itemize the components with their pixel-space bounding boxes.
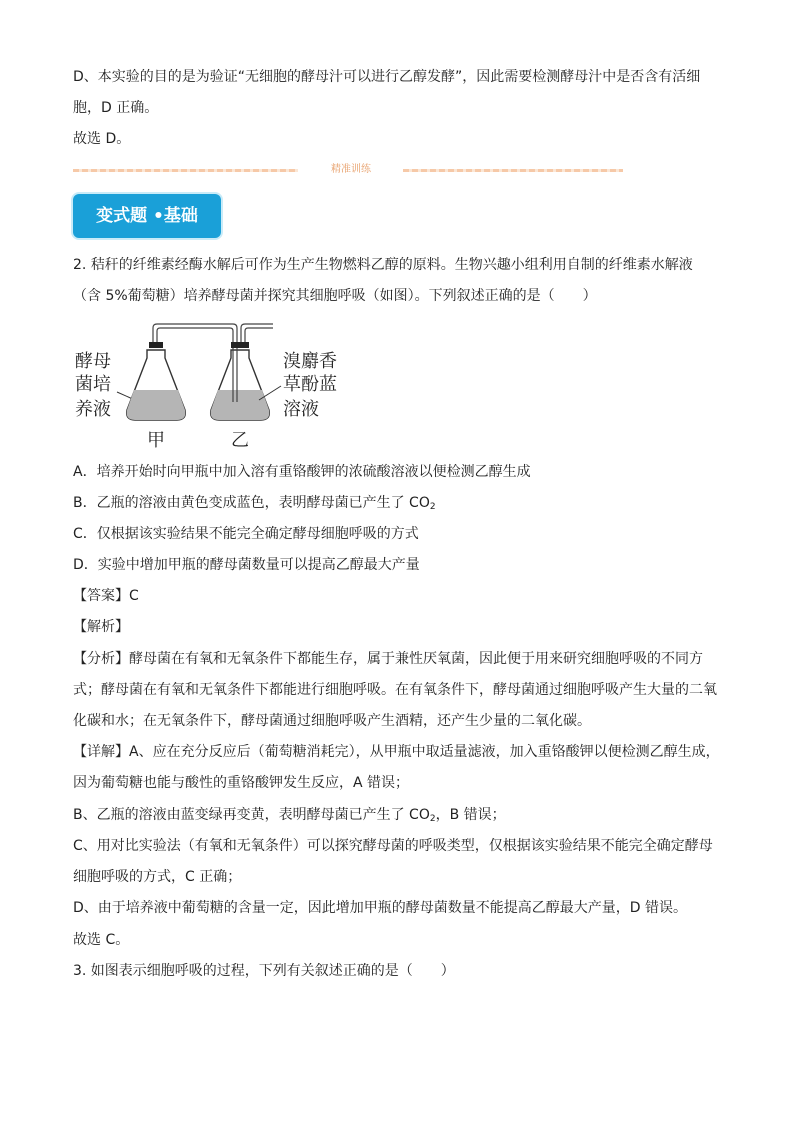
figure-right-label-1: 溴麝香 <box>283 351 337 372</box>
option-d: D．实验中增加甲瓶的酵母菌数量可以提高乙醇最大产量 <box>73 557 420 573</box>
answer-line: 【答案】C <box>73 588 139 604</box>
detail-b-tail: ，B 错误； <box>435 807 506 823</box>
flask-b-label: 乙 <box>231 430 249 450</box>
prev-explanation-line-2: 胞，D 正确。 <box>73 100 159 116</box>
figure-left-label-2: 菌培 <box>75 374 111 395</box>
detail-line-c2: 细胞呼吸的方式，C 正确； <box>73 869 242 885</box>
figure-left-label-1: 酵母 <box>75 351 111 372</box>
figure-right-label-3: 溶液 <box>283 399 319 420</box>
option-b <box>73 493 723 517</box>
question-3-stem: 3. 如图表示细胞呼吸的过程，下列有关叙述正确的是（ ） <box>73 963 455 979</box>
divider-bar-right <box>403 169 623 172</box>
question-2-stem-line-1: 2. 秸秆的纤维素经酶水解后可作为生产生物燃料乙醇的原料。生物兴趣小组利用自制的纤维素水解液 <box>73 257 693 273</box>
detail-line-d: D、由于培养液中葡萄糖的含量一定，因此增加甲瓶的酵母菌数量不能提高乙醇最大产量，D 错误。 <box>73 900 688 916</box>
outlet-tube-outer <box>241 324 273 344</box>
divider-bar-left <box>73 169 298 172</box>
option-b-text: B．乙瓶的溶液由黄色变成蓝色，表明酵母菌已产生了 CO <box>73 495 430 511</box>
option-b-subscript: 2 <box>429 502 436 512</box>
detail-b-subscript: 2 <box>429 814 436 824</box>
flask-b-liquid <box>211 390 270 420</box>
detail-line-c1: C、用对比实验法（有氧和无氧条件）可以探究酵母菌的呼吸类型，仅根据该实验结果不能完全确定酵母 <box>73 838 713 854</box>
detail-line-b <box>73 805 723 829</box>
divider-label: 精准训练 <box>331 164 371 175</box>
question-2-stem-line-2: （含 5%葡萄糖）培养酵母菌并探究其细胞呼吸（如图）。下列叙述正确的是（ ） <box>73 288 597 304</box>
flask-a-liquid <box>127 390 186 420</box>
flask-b-stopper <box>231 342 249 348</box>
connecting-tube-inner <box>157 328 233 344</box>
prev-conclusion: 故选 D。 <box>73 131 131 147</box>
connecting-tube-outer <box>153 324 237 344</box>
option-c: C．仅根据该实验结果不能完全确定酵母细胞呼吸的方式 <box>73 526 419 542</box>
section-badge-label: 变式题 •基础 <box>96 206 198 226</box>
flask-a <box>127 342 186 420</box>
detail-b-text: B、乙瓶的溶液由蓝变绿再变黄，表明酵母菌已产生了 CO <box>73 807 430 823</box>
section-badge <box>73 194 221 238</box>
figure-left-label-3: 养液 <box>75 399 111 420</box>
analysis-line-1: 【分析】酵母菌在有氧和无氧条件下都能生存，属于兼性厌氧菌，因此便于用来研究细胞呼吸的不同方 <box>73 651 703 667</box>
analysis-line-3: 化碳和水；在无氧条件下，酵母菌通过细胞呼吸产生酒精，还产生少量的二氧化碳。 <box>73 713 591 729</box>
flask-a-label: 甲 <box>147 430 165 450</box>
analysis-title: 【解析】 <box>73 619 129 635</box>
section-divider <box>73 164 623 178</box>
flask-b <box>211 342 270 420</box>
apparatus-figure <box>73 322 353 450</box>
detail-line-2: 因为葡萄糖也能与酸性的重铬酸钾发生反应，A 错误； <box>73 775 410 791</box>
analysis-line-2: 式；酵母菌在有氧和无氧条件下都能进行细胞呼吸。在有氧条件下，酵母菌通过细胞呼吸产生大量的二氧 <box>73 682 717 698</box>
prev-explanation-line-1: D、本实验的目的是为验证“无细胞的酵母汁可以进行乙醇发酵”，因此需要检测酵母汁中是否含有活细 <box>73 69 701 85</box>
flask-a-stopper <box>149 342 163 348</box>
question-2-conclusion: 故选 C。 <box>73 932 130 948</box>
detail-line-1: 【详解】A、应在充分反应后（葡萄糖消耗完），从甲瓶中取适量滤液，加入重铬酸钾以便检测乙醇生成， <box>73 744 720 760</box>
outlet-tube-inner <box>245 328 273 344</box>
figure-right-label-2: 草酚蓝 <box>283 374 337 395</box>
option-a: A．培养开始时向甲瓶中加入溶有重铬酸钾的浓硫酸溶液以便检测乙醇生成 <box>73 464 531 480</box>
